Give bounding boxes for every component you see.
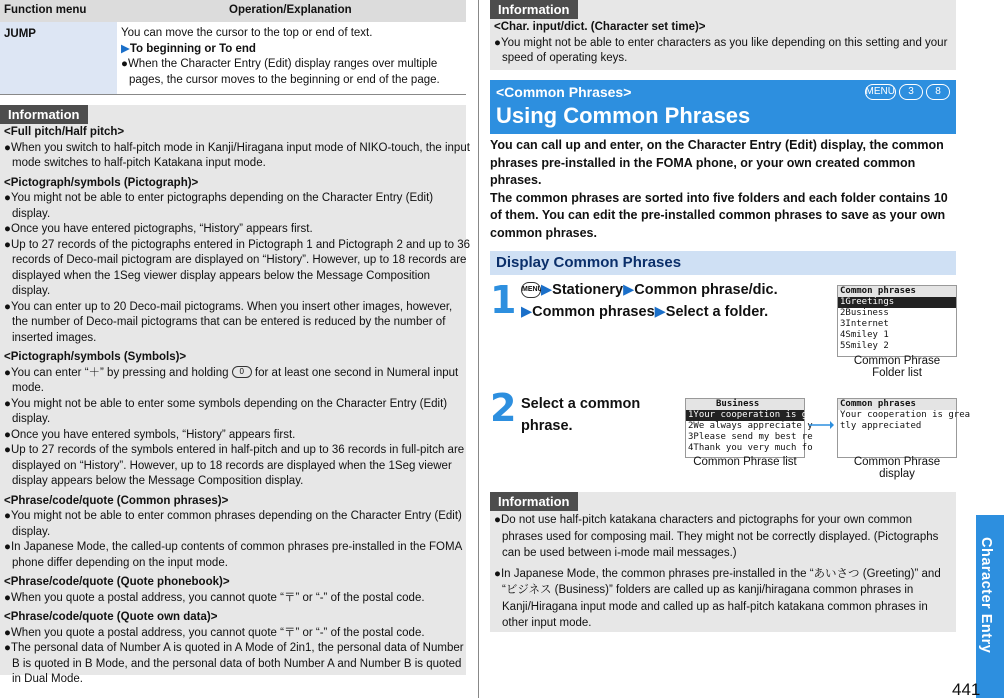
key-0-icon: 0 [232,366,252,378]
column-divider [478,0,479,698]
info-heading: <Full pitch/Half pitch> [4,126,125,138]
information-list [0,125,470,688]
info-bullet: ●When you quote a postal address, you cannot quote “〒” or “-” of the postal code. [4,591,425,604]
info-bullet: ●You might not be able to enter common phrases depending on the Character Entry (Edit) display. [4,510,462,538]
bullet-icon: ● [4,397,11,410]
bullet-icon: ● [4,444,11,456]
list-item: 4Smiley 1 [840,330,889,340]
screen-title: Business [686,399,804,410]
step1-text: MENU▶Stationery▶Common phrase/dic. ▶Common phrases▶Select a folder. [521,282,778,320]
arrow-right-icon [808,418,834,436]
list-item: 4Thank you very much fo [688,443,813,453]
function-key-jump: JUMP [4,28,36,40]
info-bullet: ●You can enter “＋” by pressing and holding 0 for at least one second in Numeral input mode. [4,366,459,394]
caption-folder-list: Common Phrase Folder list [853,355,941,379]
key-3-icon: 3 [899,84,923,100]
step2-text: Select a common phrase. [521,396,641,434]
arrow-icon: ▶ [121,42,130,55]
info-heading: <Phrase/code/quote (Quote phonebook)> [4,576,230,588]
info-bullet: In Japanese Mode, the common phrases pre-installed in the “あいさつ (Greeting)” and “ビジネス (Business)” folders are called up as kanji/hiragana common phrases in Kanji/Hiragana input mode and called up as half-pitch katakana common phrases in other input mode. [500,567,941,629]
bullet-icon: ● [4,223,11,235]
bullet-icon: ● [4,626,11,639]
col-operation: Operation/Explanation [229,4,352,16]
info-bullet: ●When you switch to half-pitch mode in Kanji/Hiragana input mode of NIKO-touch, the input mode switches to half-pitch Katakana input mode. [4,141,470,169]
info-bullet: ●Up to 27 records of the symbols entered in half-pitch and up to 36 records in full-pitch are displayed on “History”. However, up to 18 records are displayed when the 1Seg viewer display appears below the Message Composition display. [4,444,465,487]
bullet-icon: ● [4,642,11,654]
bullet-icon: ● [4,300,11,313]
page-number: 441 [952,680,981,699]
menu-shortcut [865,84,950,100]
bullet-icon: ● [4,428,11,441]
bullet-icon: ● [121,58,128,70]
caption-phrase-display: Common Phrase display [853,456,941,480]
bullet-icon: ● [4,510,11,522]
info-bullet: ●You can enter up to 20 Deco-mail pictograms. When you insert other images, however, the number of Deco-mail pictograms that can be entered is reduced by the number of inserted images. [4,300,453,344]
list-item: 3Please send my best re [688,432,813,442]
info-heading: <Phrase/code/quote (Common phrases)> [4,494,229,507]
bullet-icon: ● [4,141,11,154]
info-bullet: ●You might not be able to enter pictographs depending on the Character Entry (Edit) display. [4,192,434,220]
phrase-line: tly appreciated [840,421,922,431]
info-heading: <Pictograph/symbols (Pictograph)> [4,176,199,189]
info-heading: <Char. input/dict. (Character set time)> [494,21,706,33]
bullet-icon: ● [4,541,11,553]
info-bullet: ●The personal data of Number A is quoted in A Mode of 2in1, the personal data of Number B is quoted in B Mode, and the personal data of both Number A and Number B is quoted in Dual Mode. [4,642,464,685]
information-box-bottom [490,492,956,632]
section-small-title: <Common Phrases> [496,84,632,100]
list-item: 2We always appreciate y [688,421,813,431]
caption-phrase-list: Common Phrase list [693,456,797,468]
menu-key-icon: MENU [521,282,541,298]
info-bullet: Do not use half-pitch katakana characters and pictographs for your own common phrases used for composing mail. They might not be correctly displayed. (Pictographs can be used between i-mode mail messages.) [500,514,939,559]
list-item: 2Business [840,308,889,318]
information-label: Information [490,492,578,511]
list-item: 1Greetings [838,297,956,308]
menu-key-icon: MENU [865,84,896,100]
bullet-icon: ● [4,366,11,379]
screen-title: Common phrases [838,399,956,410]
bullet-icon: ● [4,192,11,204]
col-function-menu: Function menu [4,4,87,16]
intro-text: You can call up and enter, on the Character Entry (Edit) display, the common phrases pre-installed in the FOMA phone, or your own created common phrases. The common phrases are sorted into five folders and each folder contains 10 of them. You can edit the pre-installed common phrases to save as your own common phrases. [490,138,948,240]
list-item: 3Internet [840,319,889,329]
list-item: 1Your cooperation is gr [688,410,813,420]
bullet-icon: ● [4,238,11,251]
information-box-top [490,0,956,70]
info-heading: <Pictograph/symbols (Symbols)> [4,351,187,363]
function-table-header [0,0,466,22]
info-bullet: ●Once you have entered symbols, “History” appears first. [4,428,296,441]
key-8-icon: 8 [926,84,950,100]
screen-title: Common phrases [838,286,956,297]
step-number-2: 2 [490,386,517,430]
operation-text: You can move the cursor to the top or end of text. ▶To beginning or To end ●When the Character Entry (Edit) display ranges over multiple pages, the cursor moves to the beginning or end of the page. [121,27,440,86]
subsection-title: Display Common Phrases [496,254,682,271]
section-title-band [490,80,956,134]
information-label: Information [0,105,88,124]
info-bullet: ●In Japanese Mode, the called-up contents of common phrases pre-installed in the FOMA phone differ depending on the input mode. [4,541,462,569]
screen-folder-list [837,285,957,357]
phrase-line: Your cooperation is grea [840,410,971,420]
information-box-left [0,105,470,685]
info-bullet: ●Up to 27 records of the pictographs entered in Pictograph 1 and Pictograph 2 and up to 36 records of Deco-mail pictogram are displayed on “History”. However, up to 18 records are displayed when the 1Seg viewer display appears below the Message Composition display. [4,238,470,297]
list-item: 5Smiley 2 [840,341,889,351]
bullet-icon: ● [494,567,501,580]
bullet-icon: ● [494,36,501,49]
info-heading: <Phrase/code/quote (Quote own data)> [4,611,218,623]
screen-phrase-display [837,398,971,458]
screen-phrase-list [685,398,813,458]
info-bullet: ●When you quote a postal address, you cannot quote “〒” or “-” of the postal code. [4,626,425,639]
info-bullet: You might not be able to enter characters as you like depending on this setting and your speed of operating keys. [500,36,948,64]
function-table-row [0,22,466,95]
bullet-icon: ● [4,591,11,604]
subsection-band [490,251,956,275]
step-number-1: 1 [490,278,517,322]
info-bullet: ●Once you have entered pictographs, “History” appears first. [4,223,313,235]
bullet-icon: ● [494,514,501,526]
info-bullet: ●You might not be able to enter some symbols depending on the Character Entry (Edit) display. [4,397,448,425]
section-title: Using Common Phrases [496,103,751,128]
side-tab-label: Character Entry [978,537,994,654]
information-label: Information [490,0,578,19]
